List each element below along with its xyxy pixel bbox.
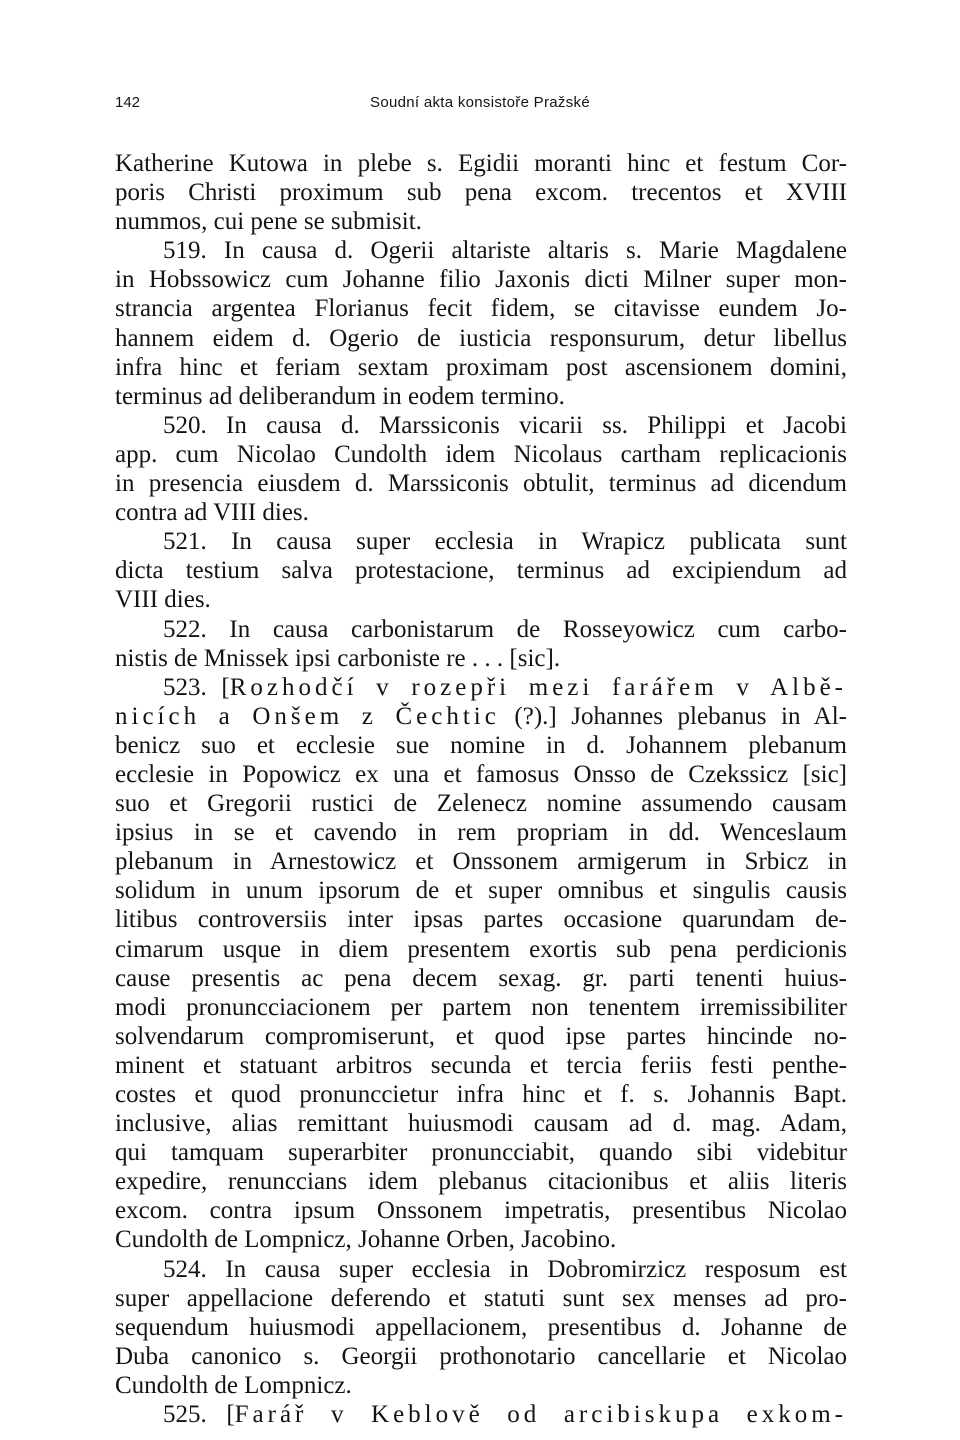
line-text: solvendarum compromiserunt, et quod ipse partes hincinde no- — [115, 1022, 847, 1050]
text-line — [115, 644, 847, 673]
text-line — [115, 993, 847, 1022]
text-line — [115, 818, 847, 847]
line-text: poris Christi proximum sub pena excom. trecentos et XVIII — [115, 179, 847, 207]
text-line — [115, 469, 847, 498]
text-line — [115, 353, 847, 382]
line-text: VIII dies. — [115, 586, 211, 614]
line-text: ecclesie in Popowicz ex una et famosus Onsso de Czekssicz [sic] — [115, 760, 847, 788]
line-text: inclusive, alias remittant huiusmodi causam ad d. mag. Adam, — [115, 1110, 847, 1138]
text-line — [115, 935, 847, 964]
text-line — [115, 149, 847, 178]
line-text: benicz suo et ecclesie sue nomine in d. Johannem plebanum — [115, 731, 847, 759]
line-text: 521. In causa super ecclesia in Wrapicz publicata sunt — [163, 528, 847, 556]
text-line — [115, 294, 847, 323]
text-line — [115, 585, 847, 614]
line-text: 524. In causa super ecclesia in Dobromirzicz resposum est — [163, 1255, 847, 1283]
line-text: plebanum in Arnestowicz et Onssonem armigerum in Srbicz in — [115, 848, 847, 876]
line-text: 525. [ — [163, 1401, 235, 1429]
text-line — [115, 556, 847, 585]
text-line — [115, 847, 847, 876]
text-line — [115, 527, 847, 556]
text-line — [115, 673, 847, 702]
line-text: sequendum huiusmodi appellacionem, presentibus d. Johanne de — [115, 1313, 847, 1341]
text-line — [115, 236, 847, 265]
line-text: cause presentis ac pena decem sexag. gr. parti tenenti huius- — [115, 964, 847, 992]
text-line — [115, 1284, 847, 1313]
spaced-heading-text: Farář v Keblově od arcibiskupa exkom- — [234, 1401, 847, 1429]
line-text: super appellacione deferendo et statuti sunt sex menses ad pro- — [115, 1284, 847, 1312]
text-line — [115, 1225, 847, 1254]
line-text: Cundolth de Lompnicz. — [115, 1371, 352, 1399]
line-text: minent et statuant arbitros secunda et tercia feriis festi penthe- — [115, 1051, 847, 1079]
line-text: infra hinc et feriam sextam proximam post ascensionem domini, — [115, 353, 847, 381]
page-number: 142 — [115, 94, 141, 111]
text-line — [115, 1109, 847, 1138]
text-line — [115, 1196, 847, 1225]
line-text: nistis de Mnissek ipsi carboniste re . . . [sic]. — [115, 644, 561, 672]
text-line — [115, 265, 847, 294]
line-text: strancia argentea Florianus fecit fidem, se citavisse eundem Jo- — [115, 295, 847, 323]
line-text: 523. [ — [163, 673, 230, 701]
line-text: terminus ad deliberandum in eodem termino. — [115, 382, 565, 410]
text-line — [115, 1342, 847, 1371]
line-text: 522. In causa carbonistarum de Rosseyowicz cum carbo- — [163, 615, 847, 643]
line-text: 519. In causa d. Ogerii altariste altaris s. Marie Magdalene — [163, 237, 847, 265]
text-line — [115, 615, 847, 644]
text-line — [115, 1400, 847, 1429]
line-text: suo et Gregorii rustici de Zelenecz nomine assumendo causam — [115, 790, 847, 818]
text-line — [115, 411, 847, 440]
line-text: modi pronuncciacionem per partem non tenentem irremissibiliter — [115, 993, 847, 1021]
line-text: solidum in unum ipsorum de et super omnibus et singulis causis — [115, 877, 847, 905]
text-line — [115, 1022, 847, 1051]
text-line — [115, 789, 847, 818]
text-line — [115, 964, 847, 993]
running-title: Soudní akta konsistoře Pražské — [370, 94, 590, 111]
text-line — [115, 1167, 847, 1196]
text-line — [115, 324, 847, 353]
page-body — [115, 149, 847, 1429]
line-text: litibus controversiis inter ipsas partes occasione quarundam de- — [115, 906, 847, 934]
line-text: ipsius in se et cavendo in rem propriam in dd. Wenceslaum — [115, 819, 847, 847]
line-text: costes et quod pronunccietur infra hinc et f. s. Johannis Bapt. — [115, 1081, 847, 1108]
text-line — [115, 1313, 847, 1342]
line-text: app. cum Nicolao Cundolth idem Nicolaus cartham replicacionis — [115, 440, 847, 468]
text-line — [115, 1138, 847, 1167]
text-line — [115, 1051, 847, 1080]
line-text: in presencia eiusdem d. Marssiconis obtulit, terminus ad dicendum — [115, 470, 847, 498]
text-line — [115, 178, 847, 207]
line-text: hannem eidem d. Ogerio de iusticia responsurum, detur libellus — [115, 324, 847, 352]
line-text: in Hobssowicz cum Johanne filio Jaxonis dicti Milner super mon- — [115, 266, 847, 294]
line-text: excom. contra ipsum Onssonem impetratis, presentibus Nicolao — [115, 1197, 847, 1225]
line-text: qui tamquam superarbiter pronuncciabit, quando sibi videbitur — [115, 1139, 847, 1167]
line-text: Cundolth de Lompnicz, Johanne Orben, Jacobino. — [115, 1226, 617, 1254]
line-text: (?).] Johannes plebanus in Al- — [499, 702, 847, 730]
spaced-heading-text: Rozhodčí v rozepři mezi farářem v Albě- — [229, 673, 847, 701]
line-text: 520. In causa d. Marssiconis vicarii ss. Philippi et Jacobi — [163, 411, 847, 439]
line-text: Katherine Kutowa in plebe s. Egidii moranti hinc et festum Cor- — [115, 150, 847, 177]
text-line — [115, 760, 847, 789]
text-line — [115, 1080, 847, 1109]
text-line — [115, 1371, 847, 1400]
text-line — [115, 702, 847, 731]
text-line — [115, 440, 847, 469]
text-line — [115, 498, 847, 527]
text-line — [115, 1255, 847, 1284]
line-text: dicta testium salva protestacione, terminus ad excipiendum ad — [115, 557, 847, 585]
text-line — [115, 382, 847, 411]
line-text: Duba canonico s. Georgii prothonotario cancellarie et Nicolao — [115, 1342, 847, 1370]
spaced-heading-text: nicích a Onšem z Čechtic — [115, 702, 500, 730]
line-text: expedire, renunccians idem plebanus citacionibus et aliis literis — [115, 1168, 847, 1196]
text-line — [115, 876, 847, 905]
line-text: cimarum usque in diem presentem exortis sub pena perdicionis — [115, 935, 847, 963]
text-line — [115, 731, 847, 760]
line-text: contra ad VIII dies. — [115, 499, 309, 527]
text-line — [115, 905, 847, 934]
line-text: nummos, cui pene se submisit. — [115, 208, 422, 236]
text-line — [115, 207, 847, 236]
